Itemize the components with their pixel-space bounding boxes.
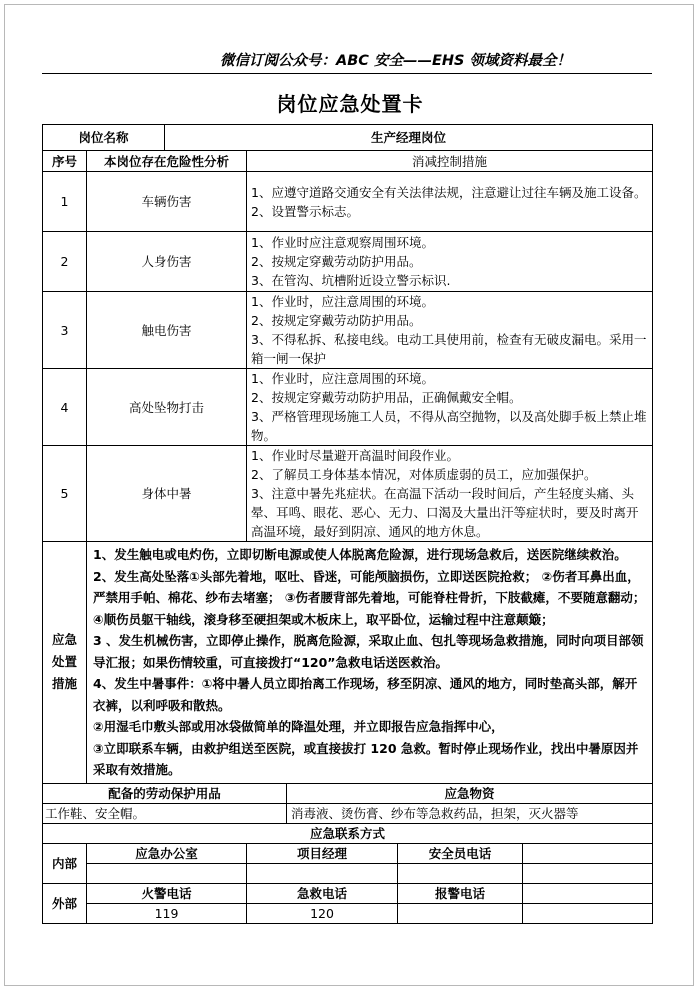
internal-value-row	[43, 863, 653, 883]
internal-label: 内部	[43, 843, 87, 883]
measure-line: 2、按规定穿戴劳动防护用品，正确佩戴安全帽。	[251, 390, 522, 405]
measure-line: 3、严格管理现场施工人员，不得从高空抛物，以及高处脚手板上禁止堆物。	[251, 409, 647, 443]
hazard-measures	[247, 232, 653, 292]
emergency-row	[43, 542, 653, 784]
materials-value: 消毒液、烫伤膏、纱布等急救药品，担架，灭火器等	[287, 803, 653, 823]
post-value: 生产经理岗位	[165, 125, 653, 151]
emergency-paragraph: 3 、发生机械伤害，立即停止操作，脱离危险源，采取止血、包扎等现场急救措施，同时向项目部领导汇报；如果伤情较重，可直接拨打“120”急救电话送医救治。	[93, 633, 644, 670]
emergency-measures	[87, 542, 653, 784]
page-title: 岗位应急处置卡	[276, 92, 424, 116]
measure-line: 3、不得私拆、私接电线。电动工具使用前，检查有无破皮漏电。采用一箱一闸一保护	[251, 332, 647, 366]
measure-line: 1、作业时尽量避开高温时间段作业。	[251, 448, 459, 463]
measure-line: 1、作业时，应注意周围的环境。	[251, 371, 434, 386]
hazard-row	[43, 172, 653, 232]
hazard-row	[43, 369, 653, 446]
hazard-measures	[247, 446, 653, 542]
header-note: 微信订阅公众号：ABC 安全——EHS 领域资料最全！	[220, 53, 571, 69]
contact-header: 安全员电话	[398, 843, 523, 863]
hazard-no: 1	[43, 172, 87, 232]
hazard-measures	[247, 172, 653, 232]
column-header-row	[43, 151, 653, 172]
hazard-row	[43, 446, 653, 542]
police-number	[398, 903, 523, 923]
contact-header: 项目经理	[247, 843, 398, 863]
contact-value	[247, 863, 398, 883]
contact-blank	[523, 863, 653, 883]
ppe-label: 配备的劳动保护用品	[43, 783, 287, 803]
contact-value	[398, 863, 523, 883]
emergency-paragraph: ②用湿毛巾敷头部或用冰袋做简单的降温处理，并立即报告应急指挥中心，	[93, 719, 504, 734]
ppe-value: 工作鞋、安全帽。	[43, 803, 287, 823]
contacts-title-row	[43, 823, 653, 843]
emergency-card-table	[42, 124, 653, 924]
emergency-paragraph: 4、发生中暑事件：①将中暑人员立即抬离工作现场，移至阴凉、通风的地方，同时垫高头部，解开衣裤，以利呼吸和散热。	[93, 676, 638, 713]
post-row	[43, 125, 653, 151]
hazard-name: 人身伤害	[87, 232, 247, 292]
external-value-row	[43, 903, 653, 923]
hazard-no: 3	[43, 292, 87, 369]
measure-line: 1、作业时应注意观察周围环境。	[251, 235, 434, 250]
contact-header: 急救电话	[247, 883, 398, 903]
contact-header: 报警电话	[398, 883, 523, 903]
col-measures-header: 消减控制措施	[247, 151, 653, 172]
emergency-paragraph: 2、发生高处坠落①头部先着地，呕吐、昏迷，可能颅脑损伤，立即送医院抢救； ②伤者耳鼻出血，严禁用手帕、棉花、纱布去堵塞； ③伤者腰背部先着地，可能脊柱骨折，下肢截瘫，不要随意翻动； ④顺伤员躯干轴线，滚身移至硬担架或木板床上，取平卧位，运输过程中注意颠簸；	[93, 568, 646, 627]
supplies-header-row	[43, 783, 653, 803]
contact-blank	[523, 883, 653, 903]
measure-line: 2、设置警示标志。	[251, 203, 359, 219]
contact-header: 应急办公室	[87, 843, 247, 863]
ambulance-number: 120	[247, 903, 398, 923]
post-label: 岗位名称	[43, 125, 165, 151]
measure-line: 1、作业时，应注意周围的环境。	[251, 294, 434, 309]
measure-line: 3、注意中暑先兆症状。在高温下活动一段时间后，产生轻度头痛、头晕、耳鸣、眼花、恶心、无力、口渴及大量出汗等症状时，要及时离开高温环境，最好到阴凉、通风的地方休息。	[251, 486, 639, 539]
hazard-no: 5	[43, 446, 87, 542]
contact-blank	[523, 903, 653, 923]
hazard-row	[43, 232, 653, 292]
internal-header-row	[43, 843, 653, 863]
contacts-title: 应急联系方式	[43, 823, 653, 843]
external-header-row	[43, 883, 653, 903]
external-label: 外部	[43, 883, 87, 923]
hazard-row	[43, 292, 653, 369]
col-no-header: 序号	[43, 151, 87, 172]
supplies-value-row	[43, 803, 653, 823]
hazard-name: 车辆伤害	[87, 172, 247, 232]
contact-header: 火警电话	[87, 883, 247, 903]
col-hazard-header: 本岗位存在危险性分析	[87, 151, 247, 172]
measure-line: 2、了解员工身体基本情况，对体质虚弱的员工，应加强保护。	[251, 467, 597, 482]
materials-label: 应急物资	[287, 783, 653, 803]
header-rule	[42, 73, 652, 74]
hazard-measures	[247, 369, 653, 446]
emergency-label: 应急处置措施	[43, 542, 87, 784]
measure-line: 2、按规定穿戴劳动防护用品。	[251, 313, 422, 328]
hazard-no: 2	[43, 232, 87, 292]
measure-line: 3、在管沟、坑槽附近设立警示标识.	[251, 273, 451, 288]
hazard-name: 触电伤害	[87, 292, 247, 369]
measure-line: 2、按规定穿戴劳动防护用品。	[251, 254, 422, 269]
emergency-paragraph: ③立即联系车辆，由救护组送至医院，或直接拔打 120 急救。暂时停止现场作业，找出中暑原因并采取有效措施。	[93, 740, 639, 777]
measure-line: 1、应遵守道路交通安全有关法律法规，注意避让过往车辆及施工设备。	[251, 184, 647, 200]
contact-blank	[523, 843, 653, 863]
hazard-measures	[247, 292, 653, 369]
contact-value	[87, 863, 247, 883]
hazard-name: 身体中暑	[87, 446, 247, 542]
hazard-name: 高处坠物打击	[87, 369, 247, 446]
hazard-no: 4	[43, 369, 87, 446]
fire-number: 119	[87, 903, 247, 923]
emergency-paragraph: 1、发生触电或电灼伤，立即切断电源或使人体脱离危险源，进行现场急救后，送医院继续救治。	[93, 547, 627, 562]
